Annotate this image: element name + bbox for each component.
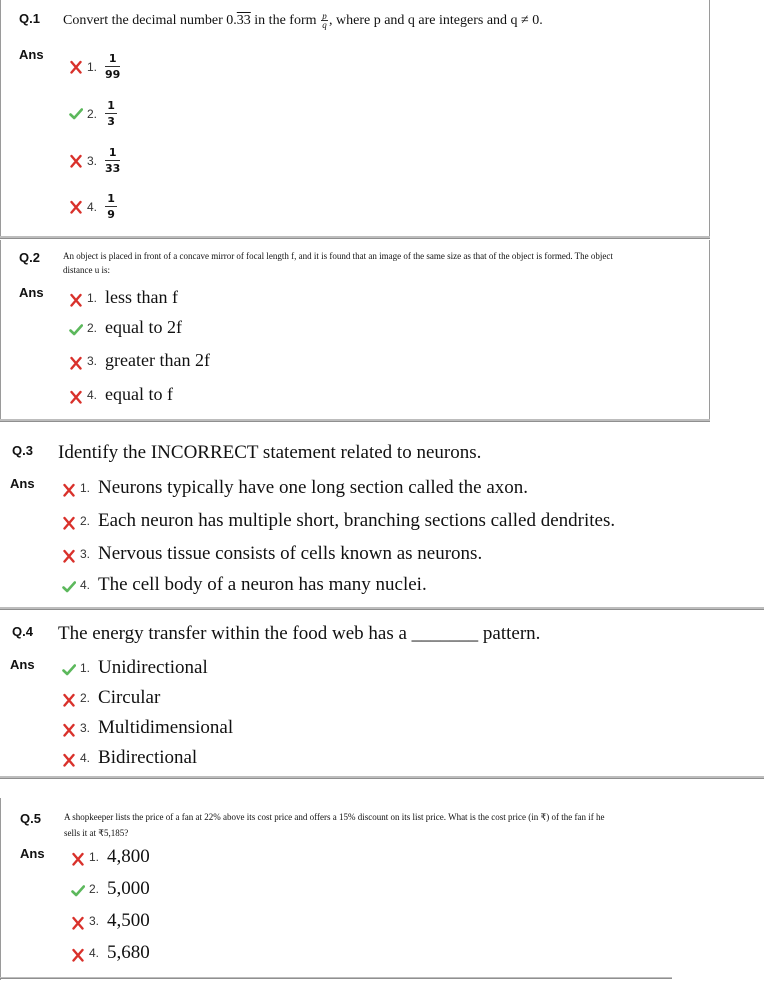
- option-3[interactable]: [69, 350, 210, 371]
- answer-label: Ans: [10, 657, 35, 672]
- option-fraction: [105, 52, 120, 81]
- option-number: 1.: [87, 59, 98, 74]
- option-1[interactable]: [71, 846, 150, 868]
- cross-icon: [62, 481, 76, 495]
- cross-icon: [62, 547, 76, 561]
- check-icon: [69, 107, 83, 121]
- option-number: 2.: [80, 691, 91, 705]
- option-text: Bidirectional: [98, 747, 198, 768]
- answer-label: Ans: [10, 476, 35, 491]
- cross-icon: [69, 291, 83, 305]
- option-4[interactable]: [62, 747, 197, 769]
- question-block-1: [0, 0, 710, 237]
- option-1[interactable]: [69, 52, 120, 81]
- option-fraction: [105, 99, 117, 128]
- question-number: Q.2: [19, 250, 40, 265]
- option-text: Each neuron has multiple short, branching sections called dendrites.: [98, 510, 616, 531]
- cross-icon: [62, 514, 76, 528]
- cross-icon: [71, 946, 85, 960]
- answer-label: Ans: [20, 846, 45, 861]
- question-text-part: in the form: [250, 12, 321, 28]
- option-text: 4,500: [107, 910, 150, 931]
- option-number: 3.: [87, 353, 98, 368]
- question-number: Q.4: [12, 624, 33, 639]
- check-icon: [62, 661, 76, 675]
- fraction-numerator: p: [322, 11, 327, 21]
- option-text: 4,800: [107, 846, 150, 867]
- option-text: equal to f: [105, 384, 173, 404]
- separator: [0, 419, 710, 422]
- option-number: 1.: [80, 661, 91, 675]
- option-3[interactable]: [71, 910, 150, 932]
- option-number: 4.: [80, 751, 91, 765]
- option-number: 4.: [87, 199, 98, 214]
- question-text: A shopkeeper lists the price of a fan at 22% above its cost price and offers a 15% discount on its list price. What is the cost price (in ₹) of the fan if he sells it at ₹5,185?: [64, 812, 605, 838]
- question-text: [63, 12, 543, 29]
- option-4[interactable]: [69, 384, 173, 405]
- cross-icon: [69, 200, 83, 214]
- question-text-part: , where p and q are integers and q ≠ 0.: [329, 12, 543, 28]
- option-number: 4.: [80, 578, 91, 592]
- option-number: 3.: [80, 547, 91, 561]
- option-fraction: [105, 192, 117, 221]
- option-text: equal to 2f: [105, 317, 182, 337]
- option-text: Neurons typically have one long section called the axon.: [98, 477, 529, 498]
- option-4[interactable]: [62, 574, 427, 596]
- cross-icon: [71, 850, 85, 864]
- option-number: 1.: [87, 290, 98, 305]
- question-text: Identify the INCORRECT statement related to neurons.: [58, 442, 482, 463]
- check-icon: [69, 321, 83, 335]
- fraction-denominator: 3: [107, 115, 115, 128]
- answer-label: Ans: [19, 47, 44, 62]
- question-block-5: [0, 798, 672, 980]
- option-number: 2.: [87, 320, 98, 335]
- option-number: 4.: [89, 946, 100, 960]
- cross-icon: [62, 721, 76, 735]
- option-number: 2.: [87, 106, 98, 121]
- p-over-q-fraction: [321, 12, 328, 29]
- option-1[interactable]: [69, 287, 178, 308]
- repeating-digits: 33: [236, 12, 251, 28]
- option-2[interactable]: [69, 99, 117, 128]
- option-4[interactable]: [71, 942, 150, 964]
- question-number: Q.5: [20, 811, 41, 826]
- fraction-numerator: 1: [107, 99, 115, 112]
- option-number: 3.: [80, 721, 91, 735]
- cross-icon: [69, 388, 83, 402]
- option-fraction: [105, 146, 120, 175]
- option-number: 3.: [89, 914, 100, 928]
- option-3[interactable]: [62, 543, 482, 565]
- option-text: Nervous tissue consists of cells known as neurons.: [98, 543, 483, 564]
- question-number: Q.1: [19, 11, 40, 26]
- option-3[interactable]: [62, 717, 233, 739]
- option-text: less than f: [105, 287, 178, 307]
- check-icon: [71, 882, 85, 896]
- option-number: 4.: [87, 387, 98, 402]
- fraction-denominator: q: [322, 20, 327, 30]
- question-block-2: [0, 240, 710, 420]
- fraction-numerator: 1: [107, 192, 115, 205]
- option-text: Circular: [98, 687, 161, 708]
- option-1[interactable]: [62, 657, 208, 679]
- option-2[interactable]: [62, 687, 160, 709]
- option-text: The cell body of a neuron has many nuclei.: [98, 574, 427, 595]
- question-number: Q.3: [12, 443, 33, 458]
- option-2[interactable]: [71, 878, 150, 900]
- option-number: 2.: [80, 514, 91, 528]
- cross-icon: [62, 751, 76, 765]
- separator: [0, 776, 764, 779]
- separator: [0, 236, 710, 239]
- option-text: Unidirectional: [98, 657, 208, 678]
- question-text: An object is placed in front of a concave mirror of focal length f, and it is found that an image of the same size as that of the object is formed. The object distance u is:: [63, 251, 613, 275]
- option-number: 1.: [89, 850, 100, 864]
- option-4[interactable]: [69, 192, 117, 221]
- option-text: Multidimensional: [98, 717, 234, 738]
- check-icon: [62, 578, 76, 592]
- cross-icon: [69, 354, 83, 368]
- option-3[interactable]: [69, 146, 120, 175]
- question-block-3: [0, 425, 764, 609]
- cross-icon: [62, 691, 76, 705]
- option-text: greater than 2f: [105, 350, 210, 370]
- option-text: 5,680: [107, 942, 150, 963]
- fraction-denominator: 9: [107, 208, 115, 221]
- fraction-numerator: 1: [108, 52, 117, 65]
- option-number: 1.: [80, 481, 91, 495]
- fraction-denominator: 99: [105, 68, 121, 81]
- separator: [0, 977, 672, 979]
- separator: [0, 607, 764, 610]
- option-1[interactable]: [62, 477, 528, 499]
- cross-icon: [69, 154, 83, 168]
- fraction-denominator: 33: [105, 162, 121, 175]
- fraction-numerator: 1: [108, 146, 117, 159]
- question-block-4: [0, 612, 764, 778]
- option-text: 5,000: [107, 878, 150, 899]
- question-text: The energy transfer within the food web has a _______ pattern.: [58, 623, 541, 644]
- option-2[interactable]: [69, 317, 182, 338]
- question-text-part: Convert the decimal number 0.: [63, 12, 237, 28]
- option-number: 3.: [87, 153, 98, 168]
- option-2[interactable]: [62, 510, 615, 532]
- answer-label: Ans: [19, 285, 44, 300]
- cross-icon: [71, 914, 85, 928]
- cross-icon: [69, 60, 83, 74]
- option-number: 2.: [89, 882, 100, 896]
